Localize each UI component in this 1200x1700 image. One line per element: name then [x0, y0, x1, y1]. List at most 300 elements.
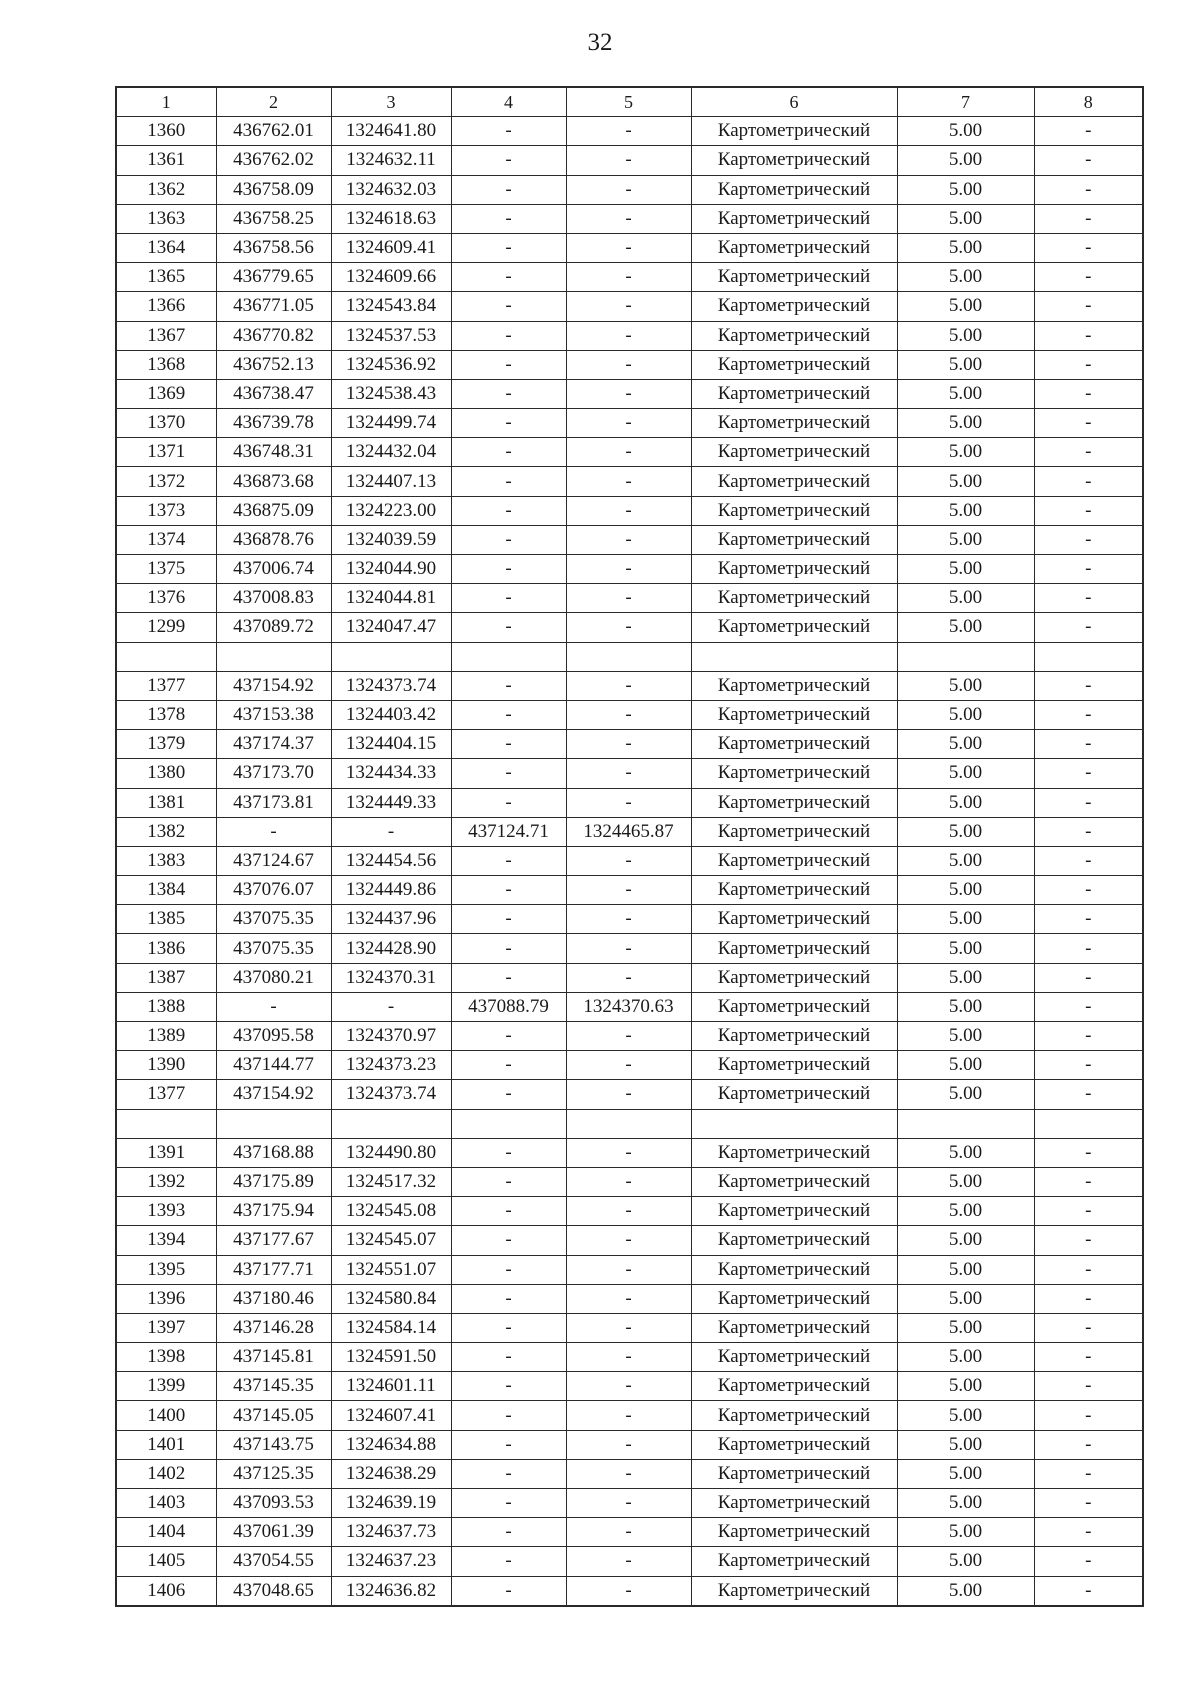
table-cell: Картометрический [691, 1284, 897, 1313]
table-cell: - [1034, 788, 1143, 817]
table-cell: 5.00 [897, 117, 1034, 146]
table-cell: 5.00 [897, 584, 1034, 613]
table-cell: 1396 [116, 1284, 216, 1313]
table-cell: 5.00 [897, 555, 1034, 584]
table-cell: - [566, 934, 691, 963]
table-cell: 437143.75 [216, 1430, 331, 1459]
table-cell: - [451, 788, 566, 817]
table-cell: - [566, 525, 691, 554]
table-cell: 436770.82 [216, 321, 331, 350]
table-cell: 437177.67 [216, 1226, 331, 1255]
table-cell: 1398 [116, 1343, 216, 1372]
table-cell: - [566, 1518, 691, 1547]
table-cell: Картометрический [691, 700, 897, 729]
column-header: 1 [116, 87, 216, 117]
table-row [116, 496, 1143, 525]
table-cell: Картометрический [691, 263, 897, 292]
table-cell: - [1034, 700, 1143, 729]
table-row [116, 1547, 1143, 1576]
table-cell [331, 642, 451, 671]
table-cell: 1324370.97 [331, 1022, 451, 1051]
table-cell: 436752.13 [216, 350, 331, 379]
table-cell: Картометрический [691, 1372, 897, 1401]
table-cell: - [566, 263, 691, 292]
table-cell: - [1034, 876, 1143, 905]
table-cell: 1402 [116, 1459, 216, 1488]
table-cell: - [451, 1459, 566, 1488]
table-cell: 437173.81 [216, 788, 331, 817]
table-cell: - [566, 1343, 691, 1372]
table-cell: 5.00 [897, 1372, 1034, 1401]
table-cell: Картометрический [691, 876, 897, 905]
table-cell: - [1034, 263, 1143, 292]
table-cell: 1399 [116, 1372, 216, 1401]
column-header: 3 [331, 87, 451, 117]
table-cell: 436771.05 [216, 292, 331, 321]
table-cell: Картометрический [691, 1343, 897, 1372]
table-cell: Картометрический [691, 1547, 897, 1576]
table-cell: 437075.35 [216, 905, 331, 934]
table-cell: 1384 [116, 876, 216, 905]
table-cell: - [1034, 321, 1143, 350]
table-cell: - [566, 496, 691, 525]
table-row [116, 1313, 1143, 1342]
table-row [116, 963, 1143, 992]
table-cell: 5.00 [897, 730, 1034, 759]
table-cell: Картометрический [691, 496, 897, 525]
table-cell: - [1034, 1372, 1143, 1401]
table-cell: Картометрический [691, 117, 897, 146]
table-row [116, 584, 1143, 613]
table-cell: - [566, 292, 691, 321]
table-cell: - [1034, 1284, 1143, 1313]
table-cell: 1392 [116, 1167, 216, 1196]
table-cell: Картометрический [691, 1138, 897, 1167]
table-cell: - [566, 846, 691, 875]
table-cell: 1400 [116, 1401, 216, 1430]
table-cell: - [1034, 992, 1143, 1021]
table-cell: Картометрический [691, 934, 897, 963]
table-cell: 5.00 [897, 876, 1034, 905]
table-cell: Картометрический [691, 1430, 897, 1459]
table-cell: 5.00 [897, 175, 1034, 204]
table-cell [331, 1109, 451, 1138]
table-cell: - [451, 1430, 566, 1459]
table-cell: 1393 [116, 1197, 216, 1226]
table-row [116, 1430, 1143, 1459]
table-cell: 5.00 [897, 1401, 1034, 1430]
table-row [116, 613, 1143, 642]
table-cell: 1324545.08 [331, 1197, 451, 1226]
table-cell: 1324637.23 [331, 1547, 451, 1576]
table-cell: - [566, 876, 691, 905]
table-row [116, 1051, 1143, 1080]
table-cell: 5.00 [897, 1576, 1034, 1606]
table-cell: - [566, 438, 691, 467]
table-cell: Картометрический [691, 671, 897, 700]
table-cell: 5.00 [897, 992, 1034, 1021]
table-row [116, 292, 1143, 321]
table-cell: Картометрический [691, 350, 897, 379]
table-cell: 1324373.23 [331, 1051, 451, 1080]
table-cell: - [451, 1167, 566, 1196]
table-cell: Картометрический [691, 1313, 897, 1342]
table-cell: 1324373.74 [331, 671, 451, 700]
table-cell: 1324039.59 [331, 525, 451, 554]
table-row [116, 876, 1143, 905]
table-cell: 437175.94 [216, 1197, 331, 1226]
table-cell [1034, 1109, 1143, 1138]
table-cell: 1324490.80 [331, 1138, 451, 1167]
table-cell: 5.00 [897, 321, 1034, 350]
table-cell: 5.00 [897, 846, 1034, 875]
table-cell: - [566, 963, 691, 992]
table-cell: 5.00 [897, 817, 1034, 846]
table-cell: 1324636.82 [331, 1576, 451, 1606]
table-cell: - [1034, 613, 1143, 642]
table-cell: - [451, 700, 566, 729]
table-cell: Картометрический [691, 321, 897, 350]
table-cell: - [566, 1313, 691, 1342]
table-cell: 1324449.86 [331, 876, 451, 905]
table-cell: 1324637.73 [331, 1518, 451, 1547]
table-cell: - [451, 350, 566, 379]
table-cell: - [1034, 1167, 1143, 1196]
table-cell: - [1034, 1430, 1143, 1459]
table-cell: 1324370.31 [331, 963, 451, 992]
table-row [116, 525, 1143, 554]
table-cell: Картометрический [691, 1518, 897, 1547]
table-cell: - [1034, 1489, 1143, 1518]
table-row [116, 1401, 1143, 1430]
table-cell: - [1034, 409, 1143, 438]
table-cell: 437145.81 [216, 1343, 331, 1372]
table-cell: 1362 [116, 175, 216, 204]
table-cell: 437145.35 [216, 1372, 331, 1401]
table-cell: 1375 [116, 555, 216, 584]
table-cell: 1363 [116, 204, 216, 233]
table-header-row [116, 87, 1143, 117]
table-cell [566, 1109, 691, 1138]
table-cell: - [566, 1284, 691, 1313]
table-cell: 436875.09 [216, 496, 331, 525]
table-cell: 437006.74 [216, 555, 331, 584]
table-cell: 437175.89 [216, 1167, 331, 1196]
table-row [116, 1022, 1143, 1051]
table-cell: - [1034, 1313, 1143, 1342]
table-cell: 1299 [116, 613, 216, 642]
table-cell: - [1034, 1226, 1143, 1255]
table-row [116, 1372, 1143, 1401]
table-cell: 1324607.41 [331, 1401, 451, 1430]
table-cell: - [566, 467, 691, 496]
table-cell: 5.00 [897, 671, 1034, 700]
table-cell: - [566, 671, 691, 700]
table-row [116, 905, 1143, 934]
table-cell [691, 642, 897, 671]
separator-row [116, 1109, 1143, 1138]
table-cell: - [1034, 730, 1143, 759]
table-cell: 5.00 [897, 700, 1034, 729]
table-cell: - [451, 1197, 566, 1226]
table-cell: 1386 [116, 934, 216, 963]
table-cell: - [566, 1022, 691, 1051]
table-row [116, 1255, 1143, 1284]
table-cell: 1389 [116, 1022, 216, 1051]
table-cell: 5.00 [897, 1255, 1034, 1284]
table-cell: 1324449.33 [331, 788, 451, 817]
table-cell: - [451, 496, 566, 525]
table-cell: 1324454.56 [331, 846, 451, 875]
table-cell: - [451, 1343, 566, 1372]
table-cell: 436779.65 [216, 263, 331, 292]
table-row [116, 700, 1143, 729]
table-cell: - [451, 175, 566, 204]
table-cell: - [451, 759, 566, 788]
table-cell: 5.00 [897, 350, 1034, 379]
table-row [116, 1284, 1143, 1313]
table-cell: 437154.92 [216, 1080, 331, 1109]
table-cell: Картометрический [691, 1401, 897, 1430]
table-cell: 5.00 [897, 292, 1034, 321]
table-cell: - [1034, 963, 1143, 992]
table-cell: - [1034, 1343, 1143, 1372]
table-cell: Картометрический [691, 555, 897, 584]
table-row [116, 1138, 1143, 1167]
table-cell: 1371 [116, 438, 216, 467]
table-cell: 1394 [116, 1226, 216, 1255]
table-cell: Картометрический [691, 1022, 897, 1051]
table-cell: 5.00 [897, 1459, 1034, 1488]
table-cell: - [1034, 525, 1143, 554]
table-cell: - [1034, 671, 1143, 700]
table-cell: 5.00 [897, 1343, 1034, 1372]
table-cell: 5.00 [897, 1167, 1034, 1196]
table-cell: 1387 [116, 963, 216, 992]
table-cell: - [566, 1547, 691, 1576]
table-cell: - [566, 1167, 691, 1196]
table-cell: 5.00 [897, 146, 1034, 175]
table-cell: - [566, 1255, 691, 1284]
table-cell: 1324638.29 [331, 1459, 451, 1488]
table-cell: 5.00 [897, 1051, 1034, 1080]
table-cell: - [566, 1080, 691, 1109]
table-cell: Картометрический [691, 204, 897, 233]
table-cell: 1385 [116, 905, 216, 934]
table-cell: - [451, 671, 566, 700]
table-cell [216, 1109, 331, 1138]
column-header: 8 [1034, 87, 1143, 117]
table-cell: - [451, 321, 566, 350]
table-cell: Картометрический [691, 613, 897, 642]
table-cell: 1360 [116, 117, 216, 146]
table-cell [566, 642, 691, 671]
table-cell: - [566, 409, 691, 438]
table-cell: 5.00 [897, 759, 1034, 788]
table-cell: 1401 [116, 1430, 216, 1459]
table-cell: - [451, 1489, 566, 1518]
table-cell: - [451, 1576, 566, 1606]
table-row [116, 1576, 1143, 1606]
table-cell: - [1034, 1401, 1143, 1430]
table-cell: 436762.02 [216, 146, 331, 175]
table-cell: - [451, 1313, 566, 1342]
table-cell: 5.00 [897, 963, 1034, 992]
table-cell: 1324632.03 [331, 175, 451, 204]
table-cell: 1373 [116, 496, 216, 525]
table-cell: - [331, 992, 451, 1021]
table-cell: 437089.72 [216, 613, 331, 642]
table-cell: 437154.92 [216, 671, 331, 700]
table-cell: Картометрический [691, 379, 897, 408]
table-cell: Картометрический [691, 1226, 897, 1255]
table-cell: - [1034, 1459, 1143, 1488]
table-cell: - [1034, 467, 1143, 496]
table-cell: 5.00 [897, 1489, 1034, 1518]
table-cell: 1324044.90 [331, 555, 451, 584]
table-cell: 1324404.15 [331, 730, 451, 759]
table-cell: 437075.35 [216, 934, 331, 963]
table-cell [691, 1109, 897, 1138]
table-cell [116, 642, 216, 671]
table-row [116, 788, 1143, 817]
table-cell: 1324641.80 [331, 117, 451, 146]
table-cell: 5.00 [897, 1138, 1034, 1167]
table-cell: 5.00 [897, 1080, 1034, 1109]
table-cell: Картометрический [691, 1489, 897, 1518]
table-cell: - [1034, 1576, 1143, 1606]
table-cell: - [451, 963, 566, 992]
table-cell: 1390 [116, 1051, 216, 1080]
table-cell: 1324632.11 [331, 146, 451, 175]
table-cell: 1380 [116, 759, 216, 788]
table-cell: - [1034, 438, 1143, 467]
table-cell: Картометрический [691, 788, 897, 817]
table-row [116, 934, 1143, 963]
table-cell: 5.00 [897, 788, 1034, 817]
table-cell: 1388 [116, 992, 216, 1021]
table-cell: 1324044.81 [331, 584, 451, 613]
table-cell: - [451, 934, 566, 963]
table-cell: 1378 [116, 700, 216, 729]
table-cell: - [331, 817, 451, 846]
table-cell: - [451, 438, 566, 467]
table-cell: - [451, 613, 566, 642]
table-cell: 5.00 [897, 1430, 1034, 1459]
table-cell [451, 1109, 566, 1138]
table-cell: - [566, 613, 691, 642]
table-cell: Картометрический [691, 759, 897, 788]
table-cell: - [1034, 1518, 1143, 1547]
table-row [116, 175, 1143, 204]
table-cell: 1324047.47 [331, 613, 451, 642]
table-cell: 436878.76 [216, 525, 331, 554]
table-row [116, 730, 1143, 759]
table-row [116, 1489, 1143, 1518]
table-cell: 1324499.74 [331, 409, 451, 438]
table-cell: - [1034, 117, 1143, 146]
table-cell: - [566, 321, 691, 350]
table-body [116, 117, 1143, 1606]
table-cell: - [451, 146, 566, 175]
table-cell: Картометрический [691, 817, 897, 846]
table-cell: 1324551.07 [331, 1255, 451, 1284]
table-row [116, 671, 1143, 700]
table-cell: Картометрический [691, 905, 897, 934]
table-cell: 1324407.13 [331, 467, 451, 496]
table-cell: 1372 [116, 467, 216, 496]
table-cell: 437124.67 [216, 846, 331, 875]
table-row [116, 438, 1143, 467]
table-cell [216, 642, 331, 671]
table-cell: 1364 [116, 233, 216, 262]
table-cell: - [566, 1138, 691, 1167]
table-cell: - [1034, 846, 1143, 875]
table-cell: - [451, 204, 566, 233]
table-cell: 5.00 [897, 525, 1034, 554]
table-cell: 436873.68 [216, 467, 331, 496]
table-cell: 1403 [116, 1489, 216, 1518]
table-cell: 1374 [116, 525, 216, 554]
table-cell: 1324370.63 [566, 992, 691, 1021]
table-cell: - [451, 1401, 566, 1430]
table-cell: 437124.71 [451, 817, 566, 846]
table-cell: - [566, 1197, 691, 1226]
table-cell: - [1034, 146, 1143, 175]
table-cell: - [451, 1547, 566, 1576]
table-cell: Картометрический [691, 992, 897, 1021]
table-row [116, 467, 1143, 496]
column-header: 5 [566, 87, 691, 117]
table-cell: 1324223.00 [331, 496, 451, 525]
table-cell: 1324538.43 [331, 379, 451, 408]
table-cell: 5.00 [897, 613, 1034, 642]
table-cell: 437180.46 [216, 1284, 331, 1313]
table-cell: 437048.65 [216, 1576, 331, 1606]
table-cell: - [1034, 584, 1143, 613]
table-cell: 436738.47 [216, 379, 331, 408]
table-cell: 1379 [116, 730, 216, 759]
table-cell: 1367 [116, 321, 216, 350]
table-cell: - [451, 1226, 566, 1255]
table-row [116, 350, 1143, 379]
table-cell: 437095.58 [216, 1022, 331, 1051]
table-cell: Картометрический [691, 584, 897, 613]
table-row [116, 992, 1143, 1021]
table-cell: - [216, 817, 331, 846]
table-cell: 1383 [116, 846, 216, 875]
table-cell: 1324432.04 [331, 438, 451, 467]
table-cell: - [1034, 1197, 1143, 1226]
table-cell: 437080.21 [216, 963, 331, 992]
table-cell: Картометрический [691, 1459, 897, 1488]
table-cell: 5.00 [897, 1313, 1034, 1342]
table-row [116, 817, 1143, 846]
coordinates-table [115, 86, 1144, 1607]
table-cell: 437174.37 [216, 730, 331, 759]
table-cell: - [566, 555, 691, 584]
table-cell: Картометрический [691, 467, 897, 496]
table-cell: - [1034, 292, 1143, 321]
table-row [116, 1518, 1143, 1547]
table-cell: - [566, 233, 691, 262]
table-cell: - [1034, 204, 1143, 233]
table-row [116, 409, 1143, 438]
table-cell [1034, 642, 1143, 671]
table-cell: 5.00 [897, 496, 1034, 525]
table-cell: 1324634.88 [331, 1430, 451, 1459]
table-cell: 437061.39 [216, 1518, 331, 1547]
